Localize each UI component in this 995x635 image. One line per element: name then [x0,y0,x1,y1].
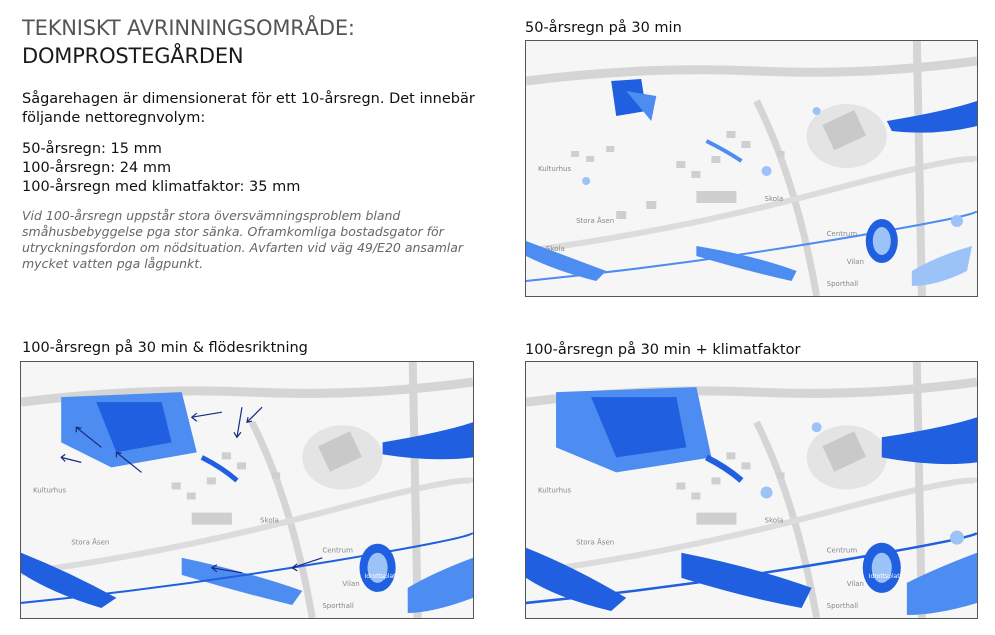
map3-label-vilan: Vilan [846,578,864,588]
map-100-flow-svg [21,362,473,618]
rain-volume-list [22,140,300,197]
map-100-year-flow [20,361,474,619]
map-50-year [525,40,978,297]
map2-label-kultur: Kulturhus [33,485,67,495]
map-100-year-climate [525,361,978,619]
map3-label-kultur: Kulturhus [538,485,572,495]
map3-label-idrott: Idrottsplats [868,572,903,580]
map-50-svg [526,41,977,296]
map-caption-100-flow: 100-årsregn på 30 min & flödesriktning [22,340,308,356]
map1-label-centrum: Centrum [826,230,858,238]
volume-50: 50-årsregn: 15 mm [22,141,162,157]
page-title-line2: DOMPROSTEGÅRDEN [22,44,244,68]
map3-label-sport: Sporthall [826,600,859,610]
map2-label-vilan: Vilan [342,578,360,588]
map-caption-50: 50-årsregn på 30 min [525,20,682,36]
map1-label-sport: Sporthall [826,280,859,288]
map1-label-skola: Skola [764,195,784,203]
map2-label-stora: Stora Åsen [71,537,110,547]
map-caption-100-climate: 100-årsregn på 30 min + klimatfaktor [525,342,801,358]
map-100-climate-svg [526,362,977,618]
map1-label-vilan: Vilan [846,258,864,266]
intro-text: Sågarehagen är dimensionerat för ett 10-årsregn. Det innebär följande nettoregnvolym: [22,91,475,126]
flood-note: Vid 100-årsregn uppstår stora översvämningsproblem bland småhusbebyggelse pga stor sänka. Oframkomliga bostadsgator för utryckningsfordon om nödsituation. Avfarten vid väg 49/E20 ansamlar mycket vatten pga lågpunkt. [22,208,464,271]
volume-100: 100-årsregn: 24 mm [22,160,172,176]
map1-label-skola2: Skola [546,245,565,253]
map2-label-sport: Sporthall [322,600,354,610]
map1-label-kultur: Kulturhus [538,165,572,173]
map3-label-skola: Skola [764,515,784,525]
page-title-line1: TEKNISKT AVRINNINGSOMRÅDE: [22,16,355,40]
map2-label-idrott: Idrottsplats [364,572,399,580]
map2-label-skola: Skola [260,515,279,525]
map3-label-stora: Stora Åsen [576,537,615,547]
map2-label-centrum: Centrum [322,545,353,555]
map3-label-centrum: Centrum [826,545,858,555]
map1-label-stora: Stora Åsen [576,217,615,225]
volume-100-climate: 100-årsregn med klimatfaktor: 35 mm [22,179,301,195]
